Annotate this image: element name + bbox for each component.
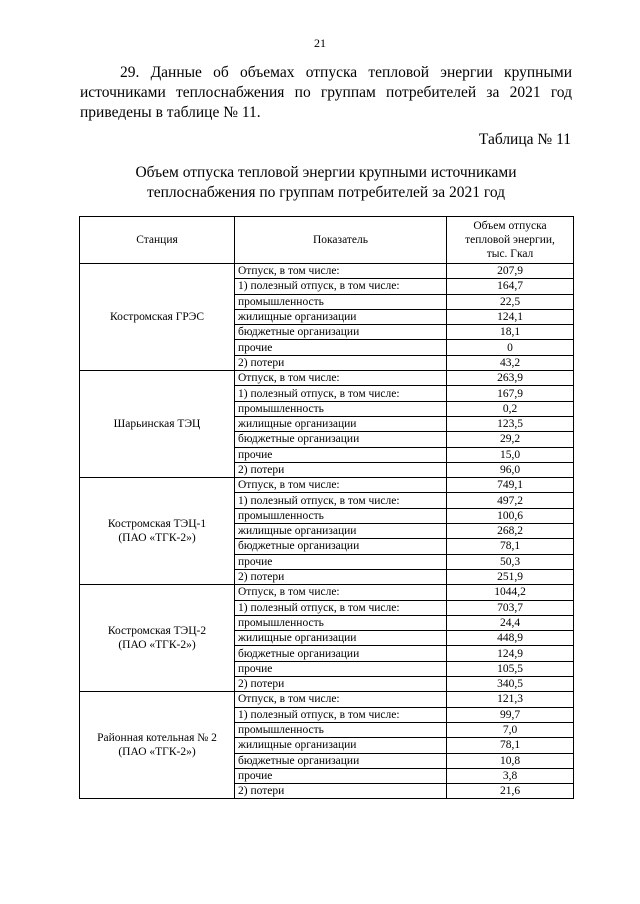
table-row <box>80 585 574 600</box>
table-label: Таблица № 11 <box>478 131 571 148</box>
value-cell: 24,4 <box>447 615 574 630</box>
value-cell: 124,1 <box>447 309 574 324</box>
table-title-line-1: Объем отпуска тепловой энергии крупными источниками <box>135 164 517 181</box>
value-cell: 7,0 <box>447 722 574 737</box>
value-cell: 0,2 <box>447 401 574 416</box>
indicator-cell: Отпуск, в том числе: <box>235 585 447 600</box>
heat-supply-table <box>79 216 574 799</box>
table-title <box>80 163 572 203</box>
value-cell: 10,8 <box>447 753 574 768</box>
table-title-line-2: теплоснабжения по группам потребителей за 2021 год <box>146 184 506 201</box>
value-cell: 29,2 <box>447 432 574 447</box>
intro-paragraph: 29. Данные об объемах отпуска тепловой энергии крупными источниками теплоснабжения по группам потребителей за 2021 год приведены в таблице № 11. <box>80 64 572 121</box>
value-cell: 96,0 <box>447 462 574 477</box>
indicator-cell: бюджетные организации <box>235 753 447 768</box>
station-name-line-1: Шарьинская ТЭЦ <box>113 418 201 431</box>
value-cell: 22,5 <box>447 294 574 309</box>
value-cell: 78,1 <box>447 539 574 554</box>
indicator-cell: жилищные организации <box>235 631 447 646</box>
station-name-line-2: (ПАО «ТГК-2») <box>118 532 196 545</box>
indicator-cell: 2) потери <box>235 784 447 799</box>
indicator-cell: Отпуск, в том числе: <box>235 478 447 493</box>
station-name-line-1: Районная котельная № 2 <box>97 732 217 745</box>
value-cell: 0 <box>447 340 574 355</box>
indicator-cell: бюджетные организации <box>235 325 447 340</box>
indicator-cell: промышленность <box>235 615 447 630</box>
station-name-line-1: Костромская ТЭЦ-2 <box>107 625 207 638</box>
station-cell <box>80 585 235 692</box>
value-cell: 99,7 <box>447 707 574 722</box>
indicator-cell: 2) потери <box>235 355 447 370</box>
value-cell: 749,1 <box>447 478 574 493</box>
value-cell: 100,6 <box>447 508 574 523</box>
value-cell: 43,2 <box>447 355 574 370</box>
value-cell: 50,3 <box>447 554 574 569</box>
indicator-cell: 1) полезный отпуск, в том числе: <box>235 279 447 294</box>
value-cell: 268,2 <box>447 524 574 539</box>
station-name-line-1: Костромская ТЭЦ-1 <box>107 518 207 531</box>
station-cell <box>80 692 235 799</box>
table-row <box>80 371 574 386</box>
value-cell: 207,9 <box>447 264 574 279</box>
table-body <box>80 264 574 799</box>
station-name-line-1: Костромская ГРЭС <box>109 311 205 324</box>
table-row <box>80 478 574 493</box>
value-cell: 497,2 <box>447 493 574 508</box>
value-cell: 340,5 <box>447 677 574 692</box>
value-cell: 251,9 <box>447 569 574 584</box>
value-cell: 164,7 <box>447 279 574 294</box>
indicator-cell: прочие <box>235 661 447 676</box>
header-value-line-1: Объем отпуска <box>473 220 547 232</box>
value-cell: 123,5 <box>447 416 574 431</box>
indicator-cell: прочие <box>235 340 447 355</box>
indicator-cell: 1) полезный отпуск, в том числе: <box>235 707 447 722</box>
value-cell: 263,9 <box>447 371 574 386</box>
station-cell <box>80 371 235 478</box>
indicator-cell: прочие <box>235 447 447 462</box>
indicator-cell: бюджетные организации <box>235 646 447 661</box>
header-value-line-3: тыс. Гкал <box>486 248 534 260</box>
indicator-cell: 2) потери <box>235 677 447 692</box>
table-row <box>80 264 574 279</box>
indicator-cell: жилищные организации <box>235 738 447 753</box>
indicator-cell: промышленность <box>235 508 447 523</box>
indicator-cell: промышленность <box>235 401 447 416</box>
value-cell: 121,3 <box>447 692 574 707</box>
value-cell: 18,1 <box>447 325 574 340</box>
indicator-cell: прочие <box>235 554 447 569</box>
header-value <box>447 217 574 264</box>
value-cell: 124,9 <box>447 646 574 661</box>
indicator-cell: бюджетные организации <box>235 539 447 554</box>
indicator-cell: жилищные организации <box>235 416 447 431</box>
value-cell: 703,7 <box>447 600 574 615</box>
value-cell: 78,1 <box>447 738 574 753</box>
value-cell: 448,9 <box>447 631 574 646</box>
indicator-cell: жилищные организации <box>235 309 447 324</box>
value-cell: 15,0 <box>447 447 574 462</box>
indicator-cell: 1) полезный отпуск, в том числе: <box>235 600 447 615</box>
value-cell: 21,6 <box>447 784 574 799</box>
value-cell: 1044,2 <box>447 585 574 600</box>
header-indicator: Показатель <box>235 217 447 264</box>
indicator-cell: Отпуск, в том числе: <box>235 371 447 386</box>
indicator-cell: Отпуск, в том числе: <box>235 264 447 279</box>
value-cell: 105,5 <box>447 661 574 676</box>
indicator-cell: 2) потери <box>235 462 447 477</box>
value-cell: 3,8 <box>447 768 574 783</box>
page-number: 21 <box>314 36 326 50</box>
header-station: Станция <box>80 217 235 264</box>
indicator-cell: жилищные организации <box>235 524 447 539</box>
indicator-cell: бюджетные организации <box>235 432 447 447</box>
indicator-cell: Отпуск, в том числе: <box>235 692 447 707</box>
table-header-row <box>80 217 574 264</box>
station-cell <box>80 478 235 585</box>
station-cell <box>80 264 235 371</box>
indicator-cell: 1) полезный отпуск, в том числе: <box>235 386 447 401</box>
station-name-line-2: (ПАО «ТГК-2») <box>118 639 196 652</box>
indicator-cell: 1) полезный отпуск, в том числе: <box>235 493 447 508</box>
table-row <box>80 692 574 707</box>
indicator-cell: 2) потери <box>235 569 447 584</box>
header-value-line-2: тепловой энергии, <box>465 234 555 246</box>
station-name-line-2: (ПАО «ТГК-2») <box>118 746 196 759</box>
value-cell: 167,9 <box>447 386 574 401</box>
indicator-cell: прочие <box>235 768 447 783</box>
indicator-cell: промышленность <box>235 294 447 309</box>
indicator-cell: промышленность <box>235 722 447 737</box>
